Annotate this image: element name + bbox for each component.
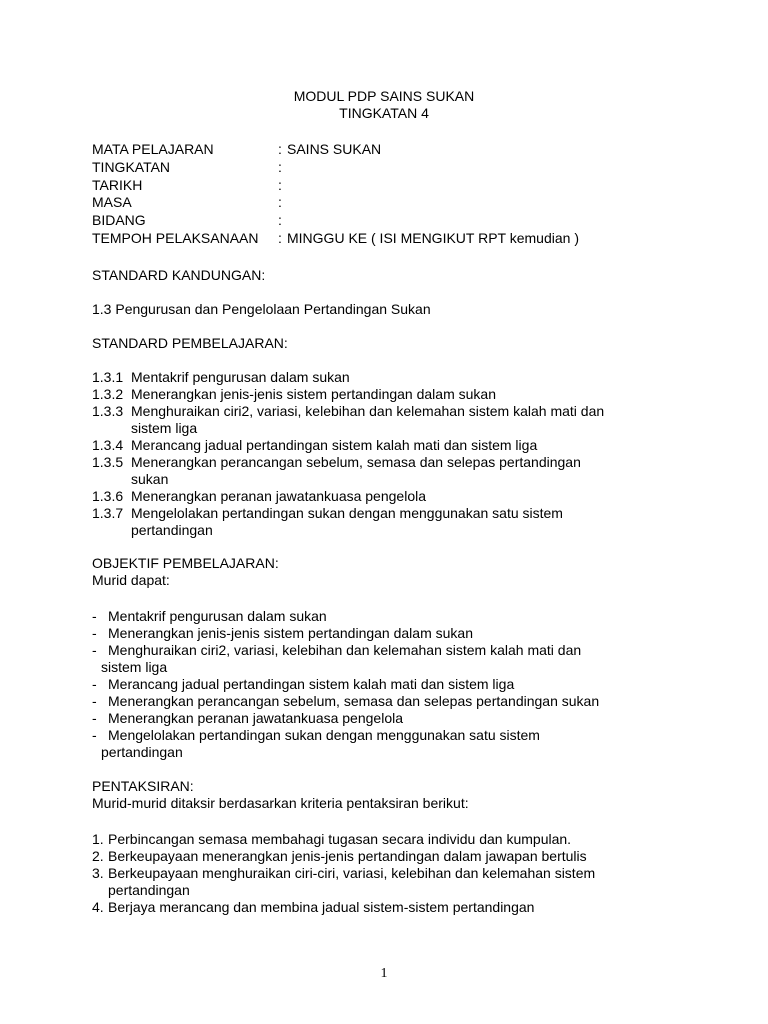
list-item: [92, 727, 692, 761]
objektif-heading: OBJEKTIF PEMBELAJARAN:: [92, 555, 279, 571]
meta-value: SAINS SUKAN: [287, 141, 382, 157]
item-text: Mentakrif pengurusan dalam sukan: [108, 608, 327, 624]
pentaksiran-heading: PENTAKSIRAN:: [92, 778, 194, 794]
item-text: Menerangkan perancangan sebelum, semasa dan selepas pertandingan: [131, 454, 581, 470]
item-text: Berjaya merancang dan membina jadual sistem-sistem pertandingan: [108, 899, 535, 915]
item-text: Mengelolakan pertandingan sukan dengan menggunakan satu sistem: [108, 727, 540, 743]
meta-colon: :: [278, 194, 282, 211]
meta-label: TEMPOH PELAKSANAAN: [92, 229, 259, 246]
list-item: [92, 454, 692, 488]
list-item: [92, 505, 692, 539]
item-text-continued: sistem liga: [131, 420, 198, 436]
standard-pembelajaran-list: [92, 369, 692, 539]
meta-label: TARIKH: [92, 176, 143, 193]
standard-kandungan-heading: STANDARD KANDUNGAN:: [92, 267, 266, 283]
item-text: Menerangkan peranan jawatankuasa pengelola: [131, 488, 426, 504]
list-item: [92, 386, 692, 403]
item-text: Mentakrif pengurusan dalam sukan: [131, 369, 350, 385]
bullet-dash: -: [92, 727, 97, 743]
document-subtitle: TINGKATAN 4: [339, 105, 429, 121]
list-item: [92, 488, 692, 505]
item-text: Berkeupayaan menerangkan jenis-jenis pertandingan dalam jawapan bertulis: [108, 848, 587, 864]
list-item: [92, 369, 692, 386]
list-item: [92, 608, 692, 625]
pentaksiran-list: [92, 831, 692, 916]
list-item: [92, 865, 692, 899]
bullet-dash: -: [92, 693, 97, 709]
item-number: 1.3.7: [92, 505, 124, 521]
item-number: 1.3.4: [92, 437, 124, 453]
objektif-list: [92, 608, 692, 761]
list-item: [92, 403, 692, 437]
item-text-continued: pertandingan: [108, 882, 190, 898]
item-text-continued: pertandingan: [131, 522, 213, 538]
meta-colon: :: [278, 212, 282, 229]
standard-kandungan-text: 1.3 Pengurusan dan Pengelolaan Pertandingan Sukan: [92, 301, 431, 317]
item-text: Perbincangan semasa membahagi tugasan secara individu dan kumpulan.: [108, 831, 572, 847]
item-text-continued: pertandingan: [101, 744, 183, 760]
meta-label: MATA PELAJARAN: [92, 141, 214, 157]
meta-colon: :: [278, 158, 282, 175]
objektif-intro: Murid dapat:: [92, 572, 170, 588]
list-item: [92, 693, 692, 710]
item-text: Berkeupayaan menghuraikan ciri-ciri, variasi, kelebihan dan kelemahan sistem: [108, 865, 596, 881]
meta-colon: :: [278, 141, 282, 157]
bullet-dash: -: [92, 676, 97, 692]
item-number: 1.3.1: [92, 369, 124, 385]
document-title: MODUL PDP SAINS SUKAN: [293, 88, 475, 104]
bullet-dash: -: [92, 642, 97, 658]
bullet-dash: -: [92, 710, 97, 726]
list-item: [92, 676, 692, 693]
item-number: 4.: [92, 899, 104, 915]
list-item: [92, 642, 692, 676]
item-text: Merancang jadual pertandingan sistem kalah mati dan sistem liga: [131, 437, 538, 453]
page-number: 1: [380, 966, 388, 981]
item-number: 1.3.3: [92, 403, 124, 419]
item-number: 1.3.5: [92, 454, 124, 470]
item-text: Menerangkan jenis-jenis sistem pertandingan dalam sukan: [108, 625, 473, 641]
list-item: [92, 710, 692, 727]
item-number: 3.: [92, 865, 104, 881]
pentaksiran-intro: Murid-murid ditaksir berdasarkan kriteria pentaksiran berikut:: [92, 795, 469, 811]
item-text: Menghuraikan ciri2, variasi, kelebihan dan kelemahan sistem kalah mati dan: [131, 403, 605, 419]
standard-pembelajaran-heading: STANDARD PEMBELAJARAN:: [92, 335, 288, 351]
meta-label: TINGKATAN: [92, 158, 171, 175]
list-item: [92, 831, 692, 848]
item-text: Menerangkan perancangan sebelum, semasa dan selepas pertandingan sukan: [108, 693, 600, 709]
meta-colon: :: [278, 176, 282, 193]
item-text-continued: sistem liga: [101, 659, 168, 675]
meta-colon: :: [278, 229, 282, 246]
item-number: 1.3.2: [92, 386, 124, 402]
meta-value: MINGGU KE ( ISI MENGIKUT RPT kemudian ): [287, 229, 579, 246]
item-number: 1.3.6: [92, 488, 124, 504]
meta-label: BIDANG: [92, 212, 146, 229]
item-text: Mengelolakan pertandingan sukan dengan menggunakan satu sistem: [131, 505, 563, 521]
bullet-dash: -: [92, 625, 97, 641]
item-text-continued: sukan: [131, 471, 169, 487]
list-item: [92, 848, 692, 865]
item-number: 2.: [92, 848, 104, 864]
item-number: 1.: [92, 831, 104, 847]
item-text: Menerangkan peranan jawatankuasa pengelola: [108, 710, 403, 726]
item-text: Merancang jadual pertandingan sistem kalah mati dan sistem liga: [108, 676, 515, 692]
item-text: Menerangkan jenis-jenis sistem pertandingan dalam sukan: [131, 386, 496, 402]
list-item: [92, 437, 692, 454]
item-text: Menghuraikan ciri2, variasi, kelebihan dan kelemahan sistem kalah mati dan: [108, 642, 582, 658]
list-item: [92, 899, 692, 916]
bullet-dash: -: [92, 608, 97, 624]
list-item: [92, 625, 692, 642]
meta-label: MASA: [92, 194, 132, 211]
